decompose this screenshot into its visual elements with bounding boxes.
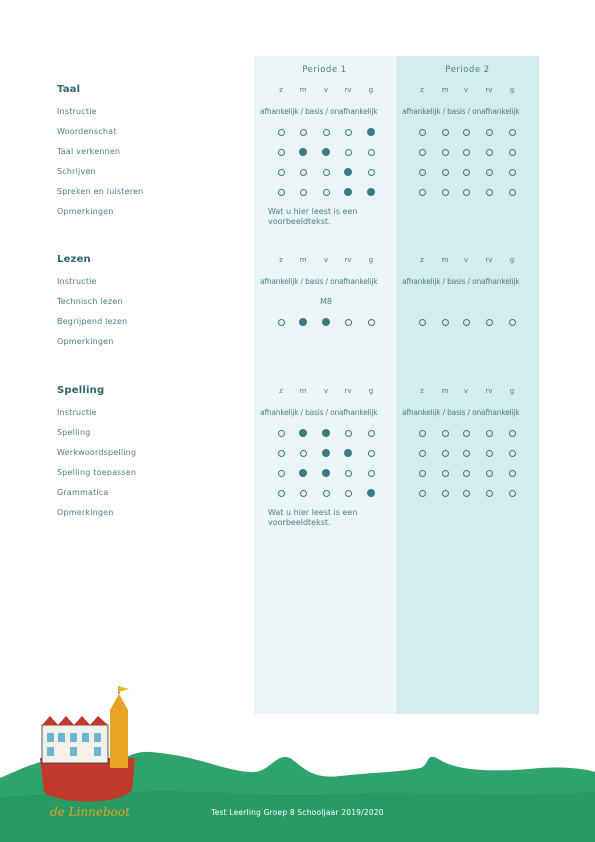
rating-dot-p1-g: [368, 430, 375, 437]
rating-dot-p2-z: [419, 129, 426, 136]
rating-dot-p1-m: [300, 189, 307, 196]
rating-dot-p1-v: [323, 169, 330, 176]
rating-dot-p2-v: [463, 129, 470, 136]
rating-dot-p1-g: [368, 149, 375, 156]
level-label-rv: rv: [485, 86, 493, 94]
level-label-rv: rv: [344, 86, 352, 94]
rating-dot-p1-v: [323, 129, 330, 136]
rating-dot-p2-z: [419, 430, 426, 437]
rating-dot-p2-v: [463, 470, 470, 477]
rating-dot-p2-g: [509, 169, 516, 176]
rating-dot-p1-rv: [345, 149, 352, 156]
row-label: Instructie: [57, 107, 97, 116]
footer-boat-illustration: [0, 680, 595, 842]
rating-dot-p2-g: [509, 470, 516, 477]
rating-dot-p1-g: [368, 470, 375, 477]
row-label: Spelling: [57, 428, 91, 437]
period-header-2: Periode 2: [445, 65, 490, 75]
section-title: Taal: [57, 84, 81, 95]
rating-dot-p2-g: [509, 430, 516, 437]
rating-dot-p1-z: [278, 430, 285, 437]
row-label: Begrijpend lezen: [57, 317, 128, 326]
level-label-m: m: [299, 86, 307, 94]
level-label-rv: rv: [344, 387, 352, 395]
rating-dot-p1-m: [300, 129, 307, 136]
rating-dot-p1-m: [299, 318, 307, 326]
rating-dot-p2-g: [509, 189, 516, 196]
rating-dot-p2-rv: [486, 149, 493, 156]
rating-dot-p1-z: [278, 129, 285, 136]
level-label-z: z: [279, 256, 283, 264]
rating-dot-p2-rv: [486, 450, 493, 457]
row-label: Opmerkingen: [57, 337, 114, 346]
rating-dot-p2-z: [419, 490, 426, 497]
rating-dot-p2-g: [509, 319, 516, 326]
rating-dot-p2-g: [509, 490, 516, 497]
rating-dot-p2-m: [442, 169, 449, 176]
instruction-scale: afhankelijk / basis / onafhankelijk: [402, 408, 520, 417]
level-label-z: z: [279, 86, 283, 94]
instruction-scale: afhankelijk / basis / onafhankelijk: [402, 277, 520, 286]
rating-dot-p2-m: [442, 430, 449, 437]
rating-dot-p2-v: [463, 430, 470, 437]
level-label-g: g: [368, 387, 374, 395]
remarks-text: Wat u hier leest is een voorbeeldtekst.: [268, 207, 358, 226]
section-title: Lezen: [57, 254, 91, 265]
level-label-rv: rv: [485, 256, 493, 264]
rating-dot-p1-rv: [345, 430, 352, 437]
rating-dot-p2-m: [442, 470, 449, 477]
rating-dot-p2-v: [463, 319, 470, 326]
rating-dot-p1-v: [322, 148, 330, 156]
rating-dot-p1-g: [368, 450, 375, 457]
level-label-v: v: [463, 86, 469, 94]
rating-dot-p1-m: [299, 469, 307, 477]
logo-text: de Linneboot: [50, 805, 130, 819]
rating-dot-p2-rv: [486, 490, 493, 497]
period-header-1: Periode 1: [302, 65, 347, 75]
rating-dot-p1-rv: [345, 319, 352, 326]
rating-dot-p1-z: [278, 169, 285, 176]
rating-dot-p1-v: [323, 189, 330, 196]
level-label-g: g: [368, 256, 374, 264]
rating-dot-p1-m: [300, 169, 307, 176]
rating-dot-p2-rv: [486, 319, 493, 326]
rating-dot-p2-m: [442, 450, 449, 457]
rating-dot-p2-rv: [486, 189, 493, 196]
row-label: Technisch lezen: [57, 297, 123, 306]
rating-dot-p1-v: [322, 469, 330, 477]
rating-dot-p2-z: [419, 169, 426, 176]
rating-dot-p2-rv: [486, 129, 493, 136]
footer-text: Test Leerling Groep 8 Schooljaar 2019/2020: [211, 808, 384, 817]
rating-dot-p2-rv: [486, 470, 493, 477]
level-label-g: g: [509, 387, 515, 395]
rating-dot-p1-g: [367, 188, 375, 196]
level-label-rv: rv: [485, 387, 493, 395]
row-label: Opmerkingen: [57, 508, 114, 517]
level-label-z: z: [420, 256, 424, 264]
rating-dot-p2-rv: [486, 430, 493, 437]
rating-dot-p1-z: [278, 149, 285, 156]
level-label-v: v: [323, 256, 329, 264]
row-label: Instructie: [57, 408, 97, 417]
rating-dot-p1-v: [322, 449, 330, 457]
level-label-v: v: [323, 86, 329, 94]
rating-dot-p2-m: [442, 319, 449, 326]
level-label-m: m: [299, 256, 307, 264]
row-label: Schrijven: [57, 167, 96, 176]
level-label-m: m: [441, 86, 449, 94]
level-label-z: z: [420, 86, 424, 94]
section-title: Spelling: [57, 385, 105, 396]
rating-dot-p1-z: [278, 450, 285, 457]
level-label-m: m: [299, 387, 307, 395]
level-label-v: v: [463, 387, 469, 395]
rating-dot-p1-m: [300, 450, 307, 457]
rating-dot-p2-m: [442, 490, 449, 497]
row-label: Grammatica: [57, 488, 109, 497]
rating-dot-p1-m: [299, 429, 307, 437]
rating-dot-p2-g: [509, 129, 516, 136]
rating-dot-p1-rv: [344, 168, 352, 176]
rating-dot-p2-v: [463, 450, 470, 457]
rating-dot-p2-m: [442, 149, 449, 156]
level-label-m: m: [441, 387, 449, 395]
row-label: Instructie: [57, 277, 97, 286]
rating-dot-p2-m: [442, 189, 449, 196]
rating-dot-p1-rv: [345, 470, 352, 477]
rating-dot-p2-z: [419, 319, 426, 326]
rating-dot-p1-rv: [345, 490, 352, 497]
rating-dot-p1-z: [278, 189, 285, 196]
rating-dot-p1-v: [322, 429, 330, 437]
rating-dot-p2-v: [463, 490, 470, 497]
rating-dot-p1-v: [323, 490, 330, 497]
rating-dot-p2-v: [463, 189, 470, 196]
row-label: Woordenschat: [57, 127, 117, 136]
rating-dot-p1-g: [367, 128, 375, 136]
level-label-m: m: [441, 256, 449, 264]
remarks-text: Wat u hier leest is een voorbeeldtekst.: [268, 508, 358, 527]
rating-dot-p1-v: [322, 318, 330, 326]
rating-dot-p2-g: [509, 149, 516, 156]
level-label-rv: rv: [344, 256, 352, 264]
rating-dot-p2-z: [419, 149, 426, 156]
rating-dot-p2-v: [463, 169, 470, 176]
rating-dot-p2-v: [463, 149, 470, 156]
level-label-g: g: [509, 86, 515, 94]
row-label: Spreken en luisteren: [57, 187, 144, 196]
rating-dot-p2-rv: [486, 169, 493, 176]
row-label: Opmerkingen: [57, 207, 114, 216]
rating-dot-p1-g: [367, 489, 375, 497]
row-label: Taal verkennen: [57, 147, 121, 156]
instruction-scale: afhankelijk / basis / onafhankelijk: [260, 107, 378, 116]
instruction-scale: afhankelijk / basis / onafhankelijk: [260, 408, 378, 417]
rating-dot-p1-g: [368, 169, 375, 176]
rating-dot-p1-m: [299, 148, 307, 156]
row-label: Spelling toepassen: [57, 468, 137, 477]
rating-dot-p1-rv: [344, 449, 352, 457]
instruction-scale: afhankelijk / basis / onafhankelijk: [260, 277, 378, 286]
level-label-g: g: [509, 256, 515, 264]
level-label-z: z: [420, 387, 424, 395]
rating-dot-p1-rv: [345, 129, 352, 136]
level-label-z: z: [279, 387, 283, 395]
rating-dot-p1-rv: [344, 188, 352, 196]
rating-dot-p2-m: [442, 129, 449, 136]
rating-dot-p2-z: [419, 450, 426, 457]
rating-dot-p1-g: [368, 319, 375, 326]
rating-dot-p1-z: [278, 470, 285, 477]
level-label-v: v: [323, 387, 329, 395]
level-label-g: g: [368, 86, 374, 94]
row-value: M8: [320, 297, 332, 306]
rating-dot-p1-m: [300, 490, 307, 497]
rating-dot-p1-z: [278, 490, 285, 497]
rating-dot-p2-g: [509, 450, 516, 457]
level-label-v: v: [463, 256, 469, 264]
row-label: Werkwoordspelling: [57, 448, 137, 457]
rating-dot-p2-z: [419, 470, 426, 477]
instruction-scale: afhankelijk / basis / onafhankelijk: [402, 107, 520, 116]
rating-dot-p1-z: [278, 319, 285, 326]
rating-dot-p2-z: [419, 189, 426, 196]
